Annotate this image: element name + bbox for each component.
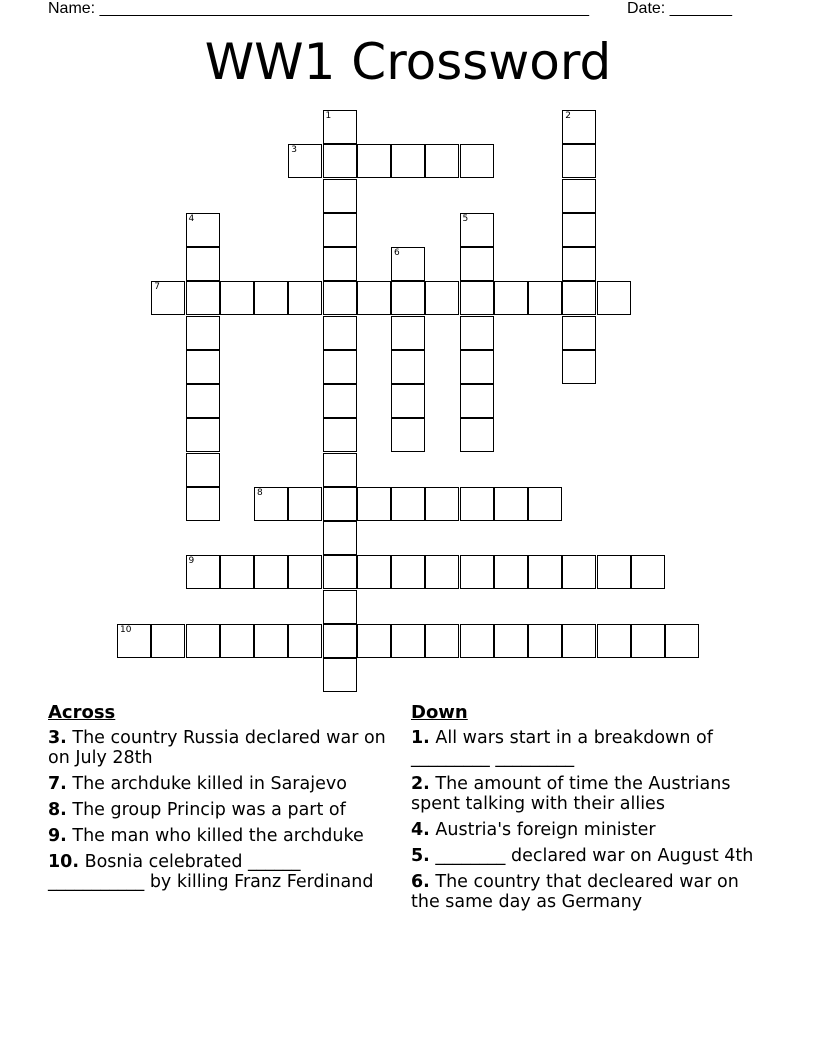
crossword-cell[interactable] xyxy=(254,487,288,521)
crossword-cell[interactable] xyxy=(357,487,391,521)
crossword-cell[interactable] xyxy=(186,247,220,281)
crossword-cell[interactable] xyxy=(186,213,220,247)
crossword-cell[interactable] xyxy=(323,110,357,144)
clue-number: 3. xyxy=(48,728,67,748)
crossword-cell[interactable] xyxy=(562,213,596,247)
name-blank: _______________________________________________________ xyxy=(99,0,589,17)
clue-number: 7. xyxy=(48,774,67,794)
crossword-cell[interactable] xyxy=(391,281,425,315)
across-clue xyxy=(48,774,393,794)
crossword-cell[interactable] xyxy=(631,555,665,589)
crossword-cell[interactable] xyxy=(323,384,357,418)
crossword-cell[interactable] xyxy=(528,555,562,589)
crossword-cell[interactable] xyxy=(460,624,494,658)
crossword-cell[interactable] xyxy=(186,316,220,350)
crossword-cell[interactable] xyxy=(562,281,596,315)
crossword-cell[interactable] xyxy=(391,384,425,418)
page-title: WW1 Crossword xyxy=(204,33,612,91)
clue-number: 5 xyxy=(462,213,469,224)
clue-number: 2 xyxy=(565,111,571,121)
crossword-cell[interactable] xyxy=(323,418,357,452)
crossword-cell[interactable] xyxy=(494,281,528,315)
crossword-cell[interactable] xyxy=(562,144,596,178)
crossword-cell[interactable] xyxy=(323,316,357,350)
crossword-cell[interactable] xyxy=(323,590,357,624)
crossword-cell[interactable] xyxy=(494,487,528,521)
crossword-cell[interactable] xyxy=(117,624,151,658)
down-clue xyxy=(411,820,756,840)
down-clue xyxy=(411,846,756,866)
crossword-cell[interactable] xyxy=(186,487,220,521)
crossword-cell[interactable] xyxy=(562,555,596,589)
crossword-cell[interactable] xyxy=(425,281,459,315)
crossword-cell[interactable] xyxy=(151,281,185,315)
down-clues xyxy=(411,702,756,918)
clue-text: All wars start in a breakdown of _________ _________ xyxy=(411,728,713,768)
crossword-cell[interactable] xyxy=(597,555,631,589)
crossword-cell[interactable] xyxy=(323,281,357,315)
crossword-cell[interactable] xyxy=(562,110,596,144)
crossword-cell[interactable] xyxy=(323,487,357,521)
crossword-cell[interactable] xyxy=(425,144,459,178)
crossword-cell[interactable] xyxy=(425,487,459,521)
crossword-cell[interactable] xyxy=(460,144,494,178)
down-clue xyxy=(411,872,756,912)
crossword-cell[interactable] xyxy=(562,247,596,281)
across-clue-list xyxy=(48,728,393,892)
crossword-cell[interactable] xyxy=(494,624,528,658)
clue-number: 10 xyxy=(120,624,132,635)
clue-text: The man who killed the archduke xyxy=(72,826,364,846)
clue-text: The archduke killed in Sarajevo xyxy=(72,774,347,794)
crossword-cell[interactable] xyxy=(528,487,562,521)
crossword-cell[interactable] xyxy=(288,487,322,521)
crossword-cell[interactable] xyxy=(323,213,357,247)
crossword-cell[interactable] xyxy=(323,555,357,589)
crossword-cell[interactable] xyxy=(562,179,596,213)
down-clue-list xyxy=(411,728,756,912)
crossword-cell[interactable] xyxy=(597,281,631,315)
crossword-cell[interactable] xyxy=(254,555,288,589)
crossword-cell[interactable] xyxy=(460,213,494,247)
crossword-cell[interactable] xyxy=(631,624,665,658)
clue-text: Bosnia celebrated ______ ___________ by killing Franz Ferdinand xyxy=(48,852,374,892)
crossword-cell[interactable] xyxy=(323,350,357,384)
crossword-cell[interactable] xyxy=(151,624,185,658)
crossword-cell[interactable] xyxy=(391,316,425,350)
down-clue xyxy=(411,774,756,814)
clue-number: 9 xyxy=(188,556,195,567)
down-heading: Down xyxy=(411,702,468,723)
clue-number: 6. xyxy=(411,872,430,892)
crossword-cell[interactable] xyxy=(186,555,220,589)
crossword-cell[interactable] xyxy=(528,624,562,658)
crossword-cell[interactable] xyxy=(323,179,357,213)
crossword-cell[interactable] xyxy=(391,624,425,658)
clue-number: 4 xyxy=(188,213,195,224)
clue-number: 7 xyxy=(154,282,160,293)
crossword-cell[interactable] xyxy=(460,247,494,281)
clue-number: 3 xyxy=(291,145,297,156)
across-clue xyxy=(48,728,393,768)
clue-text: The country that decleared war on the same day as Germany xyxy=(411,872,739,912)
crossword-cell[interactable] xyxy=(391,487,425,521)
clue-number: 1 xyxy=(325,111,332,121)
crossword-cell[interactable] xyxy=(186,453,220,487)
crossword-cell[interactable] xyxy=(391,144,425,178)
crossword-cell[interactable] xyxy=(425,624,459,658)
crossword-cell[interactable] xyxy=(391,350,425,384)
clue-number: 10. xyxy=(48,852,80,872)
crossword-cell[interactable] xyxy=(528,281,562,315)
crossword-cell[interactable] xyxy=(357,555,391,589)
crossword-cell[interactable] xyxy=(288,144,322,178)
clue-number: 9. xyxy=(48,826,67,846)
clue-number: 8. xyxy=(48,800,67,820)
crossword-cell[interactable] xyxy=(254,281,288,315)
crossword-cell[interactable] xyxy=(460,316,494,350)
name-label: Name: xyxy=(48,0,96,17)
crossword-cell[interactable] xyxy=(288,555,322,589)
crossword-cell[interactable] xyxy=(323,144,357,178)
clue-number: 2. xyxy=(411,774,430,794)
crossword-cell[interactable] xyxy=(186,418,220,452)
crossword-cell[interactable] xyxy=(254,624,288,658)
crossword-cell[interactable] xyxy=(391,418,425,452)
crossword-cell[interactable] xyxy=(186,624,220,658)
across-clues xyxy=(48,702,393,898)
crossword-cell[interactable] xyxy=(186,384,220,418)
clue-number: 6 xyxy=(394,248,400,258)
across-clue xyxy=(48,852,393,892)
down-clue xyxy=(411,728,756,768)
crossword-cell[interactable] xyxy=(288,624,322,658)
clue-number: 5. xyxy=(411,846,430,866)
crossword-cell[interactable] xyxy=(494,555,528,589)
crossword-cell[interactable] xyxy=(357,281,391,315)
crossword-cell[interactable] xyxy=(220,281,254,315)
clue-number: 1. xyxy=(411,728,430,748)
crossword-cell[interactable] xyxy=(323,247,357,281)
crossword-cell[interactable] xyxy=(460,487,494,521)
across-heading: Across xyxy=(48,702,116,723)
crossword-cell[interactable] xyxy=(460,350,494,384)
crossword-cell[interactable] xyxy=(460,555,494,589)
clue-text: Austria's foreign minister xyxy=(435,820,656,840)
crossword-cell[interactable] xyxy=(323,521,357,555)
crossword-cell[interactable] xyxy=(220,555,254,589)
crossword-cell[interactable] xyxy=(323,658,357,692)
across-clue xyxy=(48,800,393,820)
clue-number: 8 xyxy=(257,487,263,498)
clue-number: 4. xyxy=(411,820,430,840)
crossword-cell[interactable] xyxy=(597,624,631,658)
crossword-cell[interactable] xyxy=(186,350,220,384)
across-clue xyxy=(48,826,393,846)
crossword-cell[interactable] xyxy=(562,350,596,384)
crossword-cell[interactable] xyxy=(357,144,391,178)
crossword-cell[interactable] xyxy=(186,281,220,315)
clue-text: ________ declared war on August 4th xyxy=(435,846,754,866)
crossword-cell[interactable] xyxy=(562,624,596,658)
clue-text: The group Princip was a part of xyxy=(72,800,346,820)
crossword-cell[interactable] xyxy=(425,555,459,589)
crossword-cell[interactable] xyxy=(357,624,391,658)
crossword-cell[interactable] xyxy=(323,453,357,487)
crossword-cell[interactable] xyxy=(391,247,425,281)
crossword-cell[interactable] xyxy=(665,624,699,658)
date-blank: _______ xyxy=(669,0,732,17)
clue-text: The amount of time the Austrians spent talking with their allies xyxy=(411,774,731,814)
date-label: Date: xyxy=(627,0,666,17)
crossword-cell[interactable] xyxy=(391,555,425,589)
crossword-cell[interactable] xyxy=(460,384,494,418)
crossword-cell[interactable] xyxy=(460,281,494,315)
crossword-cell[interactable] xyxy=(323,624,357,658)
clue-text: The country Russia declared war on on July 28th xyxy=(48,728,386,768)
crossword-cell[interactable] xyxy=(220,624,254,658)
crossword-cell[interactable] xyxy=(562,316,596,350)
crossword-cell[interactable] xyxy=(460,418,494,452)
crossword-cell[interactable] xyxy=(288,281,322,315)
